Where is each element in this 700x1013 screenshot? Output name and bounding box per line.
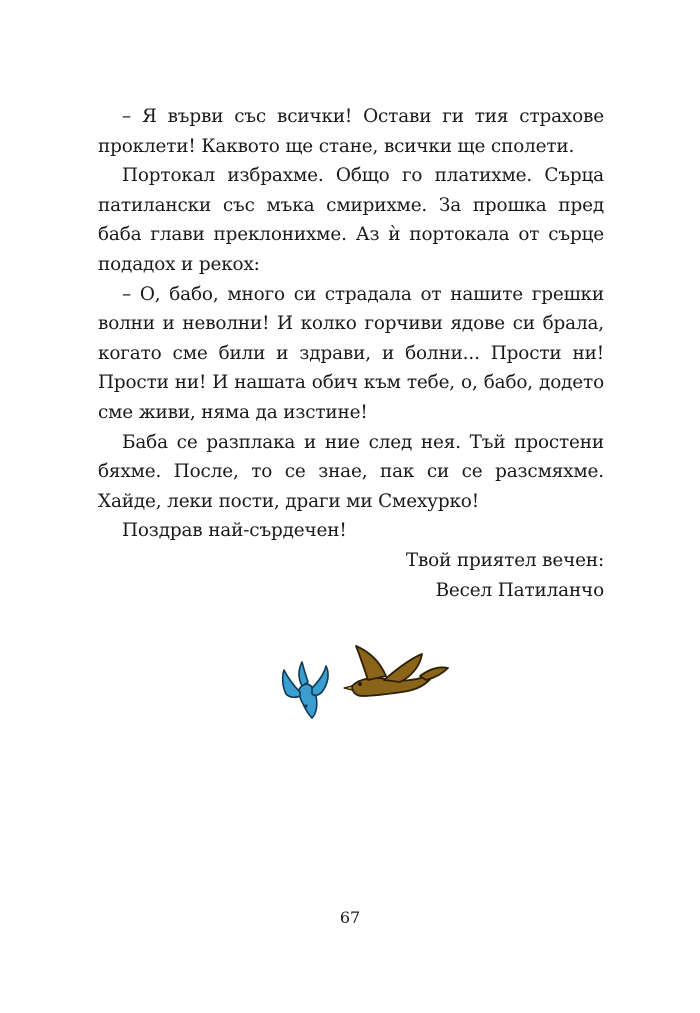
paragraph-3: – О, бабо, много си страдала от нашите грешки волни и неволни! И колко горчиви ядове си брала, когато сме били и здрави, и болни... Прости ни! Прости ни! И нашата обич към тебе, о, бабо, додето сме живи, няма да изстине! bbox=[98, 283, 604, 423]
paragraph-4: Баба се разплака и ние след нея. Тъй простени бяхме. После, то се знае, пак си се разсмяхме. Хайде, леки пости, драги ми Смехурко! bbox=[98, 431, 604, 512]
birds-illustration bbox=[272, 634, 452, 734]
page-number: 67 bbox=[339, 908, 361, 927]
signature-line-2: Весел Патиланчо bbox=[435, 579, 604, 601]
brown-bird-icon bbox=[344, 646, 448, 696]
blue-bird-icon bbox=[283, 662, 328, 718]
paragraph-5: Поздрав най-сърдечен! bbox=[122, 520, 347, 542]
paragraph-2: Портокал избрахме. Общо го платихме. Сърца патилански със мъка смирихме. За прошка пред баба глави преклонихме. Аз ѝ портокала от сърце подадох и рекох: bbox=[98, 165, 604, 275]
signature-line-1: Твой приятел вечен: bbox=[405, 549, 604, 571]
body-text bbox=[98, 102, 604, 605]
paragraph-1: – Я върви със всички! Остави ги тия страхове проклети! Каквото ще стане, всички ще сполети. bbox=[98, 106, 604, 157]
